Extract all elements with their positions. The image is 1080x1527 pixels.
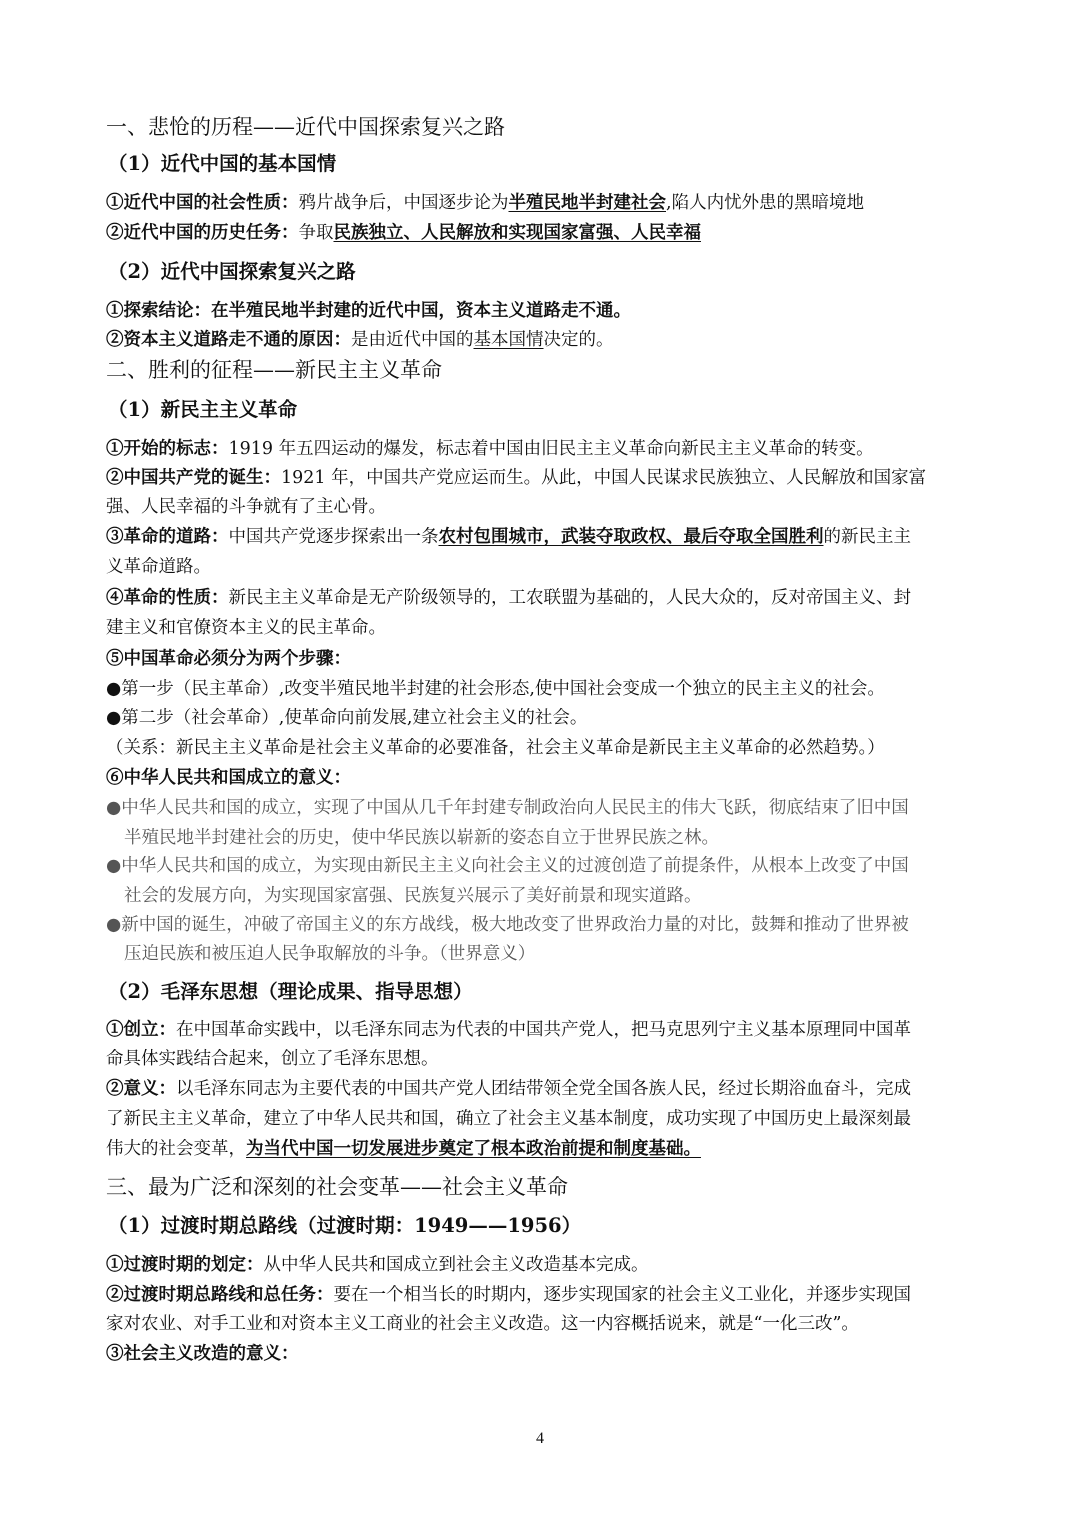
s1-point-3-label: ①探索结论： bbox=[106, 301, 211, 321]
s2-mao-2-line-1 bbox=[106, 1076, 911, 1102]
s2-point-2-line-2: 强、人民幸福的斗争就有了主心骨。 bbox=[106, 497, 386, 517]
s1-point-1-underline: 半殖民地半封建社会 bbox=[508, 193, 666, 213]
s2-step-1: ●第一步（民主革命）,改变半殖民地半封建的社会形态,使中国社会变成一个独立的民主主义的社会。 bbox=[106, 679, 885, 699]
section-2-subtitle-2: （2）毛泽东思想（理论成果、指导思想） bbox=[108, 980, 473, 1003]
s2-mao-1-text-a: 在中国革命实践中，以毛泽东同志为代表的中国共产党人，把马克思列宁主义基本原理同中国革 bbox=[176, 1020, 911, 1040]
s2-mao-2-line-2: 了新民主主义革命，建立了中华人民共和国，确立了社会主义基本制度，成功实现了中国历史上最深刻最 bbox=[106, 1109, 911, 1129]
s2-relation: （关系：新民主主义革命是社会主义革命的必要准备，社会主义革命是新民主主义革命的必然趋势。） bbox=[106, 738, 885, 758]
s3-point-2-label: ②过渡时期总路线和总任务： bbox=[106, 1285, 334, 1305]
s2-point-2-line-1 bbox=[106, 465, 926, 491]
s3-point-1-text: 从中华人民共和国成立到社会主义改造基本完成。 bbox=[263, 1255, 649, 1275]
s2-point-3-label: ③革命的道路： bbox=[106, 527, 229, 547]
s1-point-2 bbox=[106, 220, 701, 246]
s3-point-2-text-a: 要在一个相当长的时期内，逐步实现国家的社会主义工业化，并逐步实现国 bbox=[333, 1285, 911, 1305]
s2-point-3-text-b: 的新民主主 bbox=[823, 527, 911, 547]
s1-point-2-underline: 民族独立、人民解放和实现国家富强、人民幸福 bbox=[333, 223, 701, 243]
section-3-subtitle-1: （1）过渡时期总路线（过渡时期：1949——1956） bbox=[108, 1214, 582, 1237]
s3-point-2-line-1 bbox=[106, 1282, 911, 1308]
s2-point-5-label: ⑤中国革命必须分为两个步骤： bbox=[106, 649, 351, 669]
section-2-subtitle-1: （1）新民主主义革命 bbox=[108, 398, 298, 421]
section-3-title: 三、最为广泛和深刻的社会变革——社会主义革命 bbox=[106, 1175, 568, 1199]
s2-point-2-text-a: 1921 年，中国共产党应运而生。从此，中国人民谋求民族独立、人民解放和国家富 bbox=[281, 468, 927, 488]
s1-point-1-text-b: ,陷人内忧外患的黑暗境地 bbox=[666, 193, 865, 213]
s2-point-3-line-2: 义革命道路。 bbox=[106, 557, 211, 577]
s1-point-3 bbox=[106, 298, 631, 324]
s2-point-3-line-1 bbox=[106, 524, 911, 550]
s1-point-4-underline: 基本国情 bbox=[473, 330, 544, 350]
s2-point-4-line-1 bbox=[106, 585, 911, 611]
s2-mao-2-text-a: 以毛泽东同志为主要代表的中国共产党人团结带领全党全国各族人民，经过长期浴血奋斗，完成 bbox=[176, 1079, 911, 1099]
s3-point-2-line-2: 家对农业、对手工业和对资本主义工商业的社会主义改造。这一内容概括说来，就是“一化三改”。 bbox=[106, 1314, 859, 1334]
s2-significance-3-line-2: 压迫民族和被压迫人民争取解放的斗争。（世界意义） bbox=[124, 944, 536, 964]
s2-significance-1-line-1: ●中华人民共和国的成立，实现了中国从几千年封建专制政治向人民民主的伟大飞跃，彻底结束了旧中国 bbox=[106, 798, 909, 818]
s2-mao-2-line-3 bbox=[106, 1136, 701, 1162]
s2-point-4-line-2: 建主义和官僚资本主义的民主革命。 bbox=[106, 618, 386, 638]
s2-mao-2-label: ②意义： bbox=[106, 1079, 176, 1099]
s2-significance-2-line-2: 社会的发展方向，为实现国家富强、民族复兴展示了美好前景和现实道路。 bbox=[124, 886, 702, 906]
s2-mao-1-label: ①创立： bbox=[106, 1020, 176, 1040]
section-1-subtitle-1: （1）近代中国的基本国情 bbox=[108, 152, 337, 175]
s2-step-2: ●第二步（社会革命）,使革命向前发展,建立社会主义的社会。 bbox=[106, 708, 588, 728]
s3-point-3-label: ③社会主义改造的意义： bbox=[106, 1344, 299, 1364]
s2-point-4-text-a: 新民主主义革命是无产阶级领导的，工农联盟为基础的，人民大众的，反对帝国主义、封 bbox=[228, 588, 911, 608]
s3-point-1-label: ①过渡时期的划定： bbox=[106, 1255, 264, 1275]
s2-point-2-label: ②中国共产党的诞生： bbox=[106, 468, 281, 488]
s1-point-1-text-a: 鸦片战争后，中国逐步论为 bbox=[298, 193, 509, 213]
section-1-title: 一、悲怆的历程——近代中国探索复兴之路 bbox=[106, 115, 505, 139]
s2-mao-2-text-c: 伟大的社会变革， bbox=[106, 1139, 246, 1159]
s2-mao-1-line-1 bbox=[106, 1017, 911, 1043]
s2-point-3-text-a: 中国共产党逐步探索出一条 bbox=[228, 527, 439, 547]
s1-point-2-text-a: 争取 bbox=[298, 223, 334, 243]
s2-significance-1-line-2: 半殖民地半封建社会的历史，使中华民族以崭新的姿态自立于世界民族之林。 bbox=[124, 828, 719, 848]
s2-significance-3-line-1: ●新中国的诞生，冲破了帝国主义的东方战线，极大地改变了世界政治力量的对比，鼓舞和推动了世界被 bbox=[106, 915, 909, 935]
s2-significance-2-line-1: ●中华人民共和国的成立，为实现由新民主主义向社会主义的过渡创造了前提条件，从根本上改变了中国 bbox=[106, 856, 909, 876]
s1-point-4-label: ②资本主义道路走不通的原因： bbox=[106, 330, 351, 350]
s1-point-4 bbox=[106, 327, 614, 353]
s3-point-1 bbox=[106, 1252, 649, 1278]
section-2-title: 二、胜利的征程——新民主主义革命 bbox=[106, 358, 442, 382]
section-1-subtitle-2: （2）近代中国探索复兴之路 bbox=[108, 260, 356, 283]
s1-point-3-text: 在半殖民地半封建的近代中国，资本主义道路走不通。 bbox=[211, 301, 631, 321]
s2-mao-1-line-2: 命具体实践结合起来，创立了毛泽东思想。 bbox=[106, 1049, 439, 1069]
s1-point-4-text-a: 是由近代中国的 bbox=[351, 330, 474, 350]
s1-point-1-label: ①近代中国的社会性质： bbox=[106, 193, 299, 213]
s2-point-1-text: 1919 年五四运动的爆发，标志着中国由旧民主主义革命向新民主主义革命的转变。 bbox=[228, 439, 874, 459]
s2-point-4-label: ④革命的性质： bbox=[106, 588, 229, 608]
s2-point-1-label: ①开始的标志： bbox=[106, 439, 229, 459]
s2-point-3-underline: 农村包围城市，武装夺取政权、最后夺取全国胜利 bbox=[438, 527, 824, 547]
s2-point-6-label: ⑥中华人民共和国成立的意义： bbox=[106, 768, 351, 788]
s2-point-1 bbox=[106, 436, 874, 462]
s2-mao-2-underline: 为当代中国一切发展进步奠定了根本政治前提和制度基础。 bbox=[246, 1139, 701, 1159]
s1-point-2-label: ②近代中国的历史任务： bbox=[106, 223, 299, 243]
s1-point-1 bbox=[106, 190, 864, 216]
page-number: 4 bbox=[536, 1430, 544, 1447]
s1-point-4-text-b: 决定的。 bbox=[543, 330, 614, 350]
